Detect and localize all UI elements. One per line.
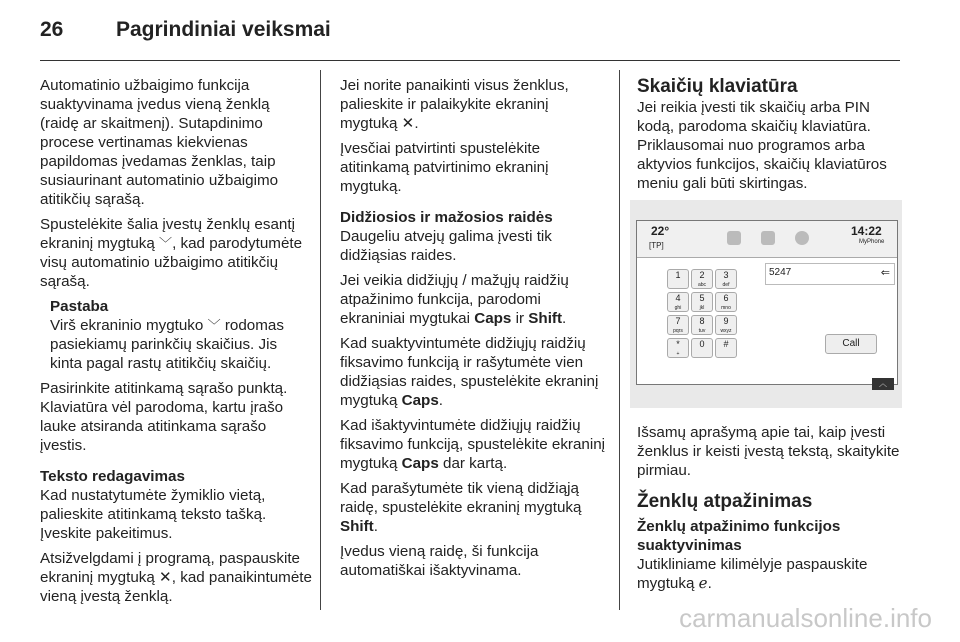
close-icon: ✕ bbox=[159, 569, 172, 586]
gesture-icon: ℯ bbox=[698, 575, 708, 592]
phone-icon bbox=[761, 231, 775, 245]
keypad-key[interactable]: 5 jkl bbox=[691, 292, 713, 312]
number-input[interactable] bbox=[765, 263, 895, 285]
keypad-key[interactable]: 3 def bbox=[715, 269, 737, 289]
status-bar bbox=[637, 221, 897, 258]
music-icon bbox=[727, 231, 741, 245]
paragraph: Automatinio užbaigimo funkcija suaktyvinama įvedus vieną ženklą (raidę ar skaitmenį). Sutapdinimo procese vertinamas kiekvienas papildomas įvedamas ženklas, taip susiaurinant automatinio užbaigimo atitikčių sąrašą. bbox=[40, 77, 279, 208]
temperature: 22° bbox=[651, 224, 670, 238]
call-button[interactable]: Call bbox=[825, 334, 877, 354]
paragraph: Kad išaktyvintumėte didžiųjų raidžių fiksavimo funkciją, spustelėkite ekraninį mygtuką Caps dar kartą. bbox=[340, 417, 606, 472]
paragraph: Įvedus vieną raidę, ši funkcija automatiškai išaktyvinama. bbox=[340, 543, 539, 579]
paragraph: Jei norite panaikinti visus ženklus, palieskite ir palaikykite ekraninį mygtuką ✕. bbox=[340, 77, 569, 132]
note-text: Virš ekraninio mygtuko ﹀ rodomas pasiekiamų parinkčių skaičius. Jis kinta pagal rastų atitikčių skaičių. bbox=[50, 317, 284, 372]
page-header bbox=[40, 18, 331, 42]
number-keypad-figure bbox=[630, 200, 902, 408]
paragraph: Įvesčiai patvirtinti spustelėkite atitinkamą patvirtinimo ekraninį mygtuką. bbox=[340, 140, 549, 195]
note-block bbox=[50, 297, 312, 373]
paragraph: Pasirinkite atitinkamą sąrašo punktą. Klaviatūra vėl parodoma, kartu įrašo lauke atsiranda atitinkama sąrašo įvestis. bbox=[40, 380, 288, 454]
column-divider-1 bbox=[320, 70, 321, 610]
subsection-heading: Ženklų atpažinimo funkcijos suaktyvinimas bbox=[637, 518, 841, 554]
phone-name: MyPhone bbox=[859, 239, 885, 245]
watermark: carmanualsonline.info bbox=[679, 603, 932, 633]
section-heading: Teksto redagavimas bbox=[40, 468, 185, 485]
keypad-key[interactable]: 1 bbox=[667, 269, 689, 289]
nav-icon bbox=[795, 231, 809, 245]
page-title: Pagrindiniai veiksmai bbox=[116, 18, 331, 41]
paragraph: Kad suaktyvintumėte didžiųjų raidžių fiksavimo funkciją ir rašytumėte vien didžiąsias raides, spustelėkite ekraninį mygtuką Caps. bbox=[340, 335, 599, 409]
section-heading: Ženklų atpažinimas bbox=[637, 491, 813, 512]
chevron-up-icon[interactable]: ︿ bbox=[872, 378, 894, 390]
column-divider-2 bbox=[619, 70, 620, 610]
keypad-key[interactable]: 7 pqrs bbox=[667, 315, 689, 335]
paragraph: Atsižvelgdami į programą, paspauskite ekraninį mygtuką ✕, kad panaikintumėte vieną įvestą ženklą. bbox=[40, 550, 312, 605]
paragraph: Jei veikia didžiųjų / mažųjų raidžių atpažinimo funkcija, parodomi ekraniniai mygtukai Caps ir Shift. bbox=[340, 272, 569, 327]
section-heading: Didžiosios ir mažosios raidės bbox=[340, 209, 553, 226]
screen-frame bbox=[636, 220, 898, 385]
keypad-key[interactable]: 9 wxyz bbox=[715, 315, 737, 335]
paragraph: Jei reikia įvesti tik skaičių arba PIN kodą, parodoma skaičių klaviatūra. Priklausomai nuo programos arba aktyvios funkcijos, skaičių klaviatūros meniu gali būti skirtingas. bbox=[637, 99, 887, 192]
paragraph: Kad nustatytumėte žymiklio vietą, palieskite atitinkamą teksto tašką. Įveskite pakeitimus. bbox=[40, 487, 267, 542]
keypad-key[interactable]: 4 ghi bbox=[667, 292, 689, 312]
clock: 14:22 bbox=[851, 224, 882, 238]
paragraph: Jutikliniame kilimėlyje paspauskite mygtuką ℯ. bbox=[637, 556, 868, 592]
keypad-key[interactable]: 2 abc bbox=[691, 269, 713, 289]
paragraph: Kad parašytumėte tik vieną didžiąją raidę, spustelėkite ekraninį mygtuką Shift. bbox=[340, 480, 582, 535]
keypad-key[interactable]: 8 tuv bbox=[691, 315, 713, 335]
chevron-down-icon: ﹀ bbox=[159, 236, 173, 251]
tp-indicator: [TP] bbox=[649, 241, 664, 250]
section-heading: Skaičių klaviatūra bbox=[637, 76, 798, 97]
page-number: 26 bbox=[40, 18, 64, 41]
header-rule bbox=[40, 60, 900, 61]
paragraph: Daugeliu atvejų galima įvesti tik didžiąsias raides. bbox=[340, 228, 552, 264]
close-icon: ✕ bbox=[401, 115, 415, 132]
column-1 bbox=[40, 76, 312, 612]
column-2 bbox=[340, 76, 610, 586]
chevron-down-icon: ﹀ bbox=[207, 318, 221, 333]
input-value: 5247 bbox=[769, 267, 792, 278]
keypad-key[interactable]: # bbox=[715, 338, 737, 358]
backspace-icon[interactable]: ⇐ bbox=[880, 267, 890, 279]
paragraph: Spustelėkite šalia įvestų ženklų esantį ekraninį mygtuką ﹀, kad parodytumėte visų automatinio užbaigimo atitikčių sąrašą. bbox=[40, 216, 303, 290]
keypad-key[interactable]: 0 bbox=[691, 338, 713, 358]
paragraph: Išsamų aprašymą apie tai, kaip įvesti ženklus ir keisti įvestą tekstą, skaitykite pirmiau. bbox=[637, 424, 900, 479]
keypad-key[interactable]: 6 mno bbox=[715, 292, 737, 312]
note-title: Pastaba bbox=[50, 298, 109, 315]
keypad-key[interactable]: * + bbox=[667, 338, 689, 358]
